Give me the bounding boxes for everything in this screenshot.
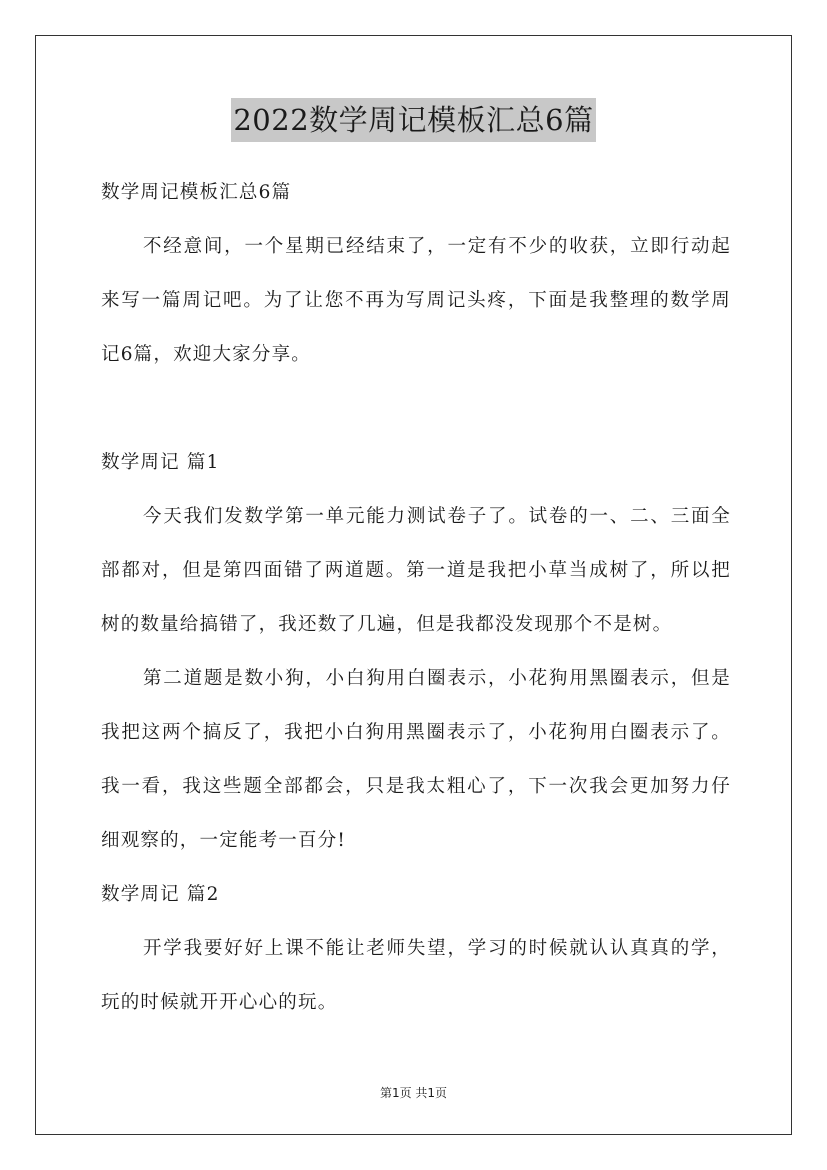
section-heading-2: 数学周记 篇2 [101,884,220,905]
section-heading-1: 数学周记 篇1 [101,452,220,473]
page-footer: 第1页 共1页 [379,1086,448,1100]
section-1-paragraph-2: 第二道题是数小狗，小白狗用白圈表示，小花狗用黑圈表示，但是我把这两个搞反了，我把小白狗用黑圈表示了，小花狗用白圈表示了。我一看，我这些题全部都会，只是我太粗心了，下一次我会更加努力仔细观察的，一定能考一百分! [101,668,731,851]
document-title: 2022数学周记模板汇总6篇 [231,98,595,142]
section-1-paragraph-1: 今天我们发数学第一单元能力测试卷子了。试卷的一、二、三面全部都对，但是第四面错了两道题。第一道是我把小草当成树了，所以把树的数量给搞错了，我还数了几遍，但是我都没发现那个不是树。 [101,506,731,635]
section-2-paragraph-1: 开学我要好好上课不能让老师失望，学习的时候就认认真真的学，玩的时候就开开心心的玩。 [101,938,731,1013]
document-subtitle: 数学周记模板汇总6篇 [101,182,292,203]
intro-paragraph: 不经意间，一个星期已经结束了，一定有不少的收获，立即行动起来写一篇周记吧。为了让您不再为写周记头疼，下面是我整理的数学周记6篇，欢迎大家分享。 [101,236,731,365]
document-title-wrap [0,98,827,142]
